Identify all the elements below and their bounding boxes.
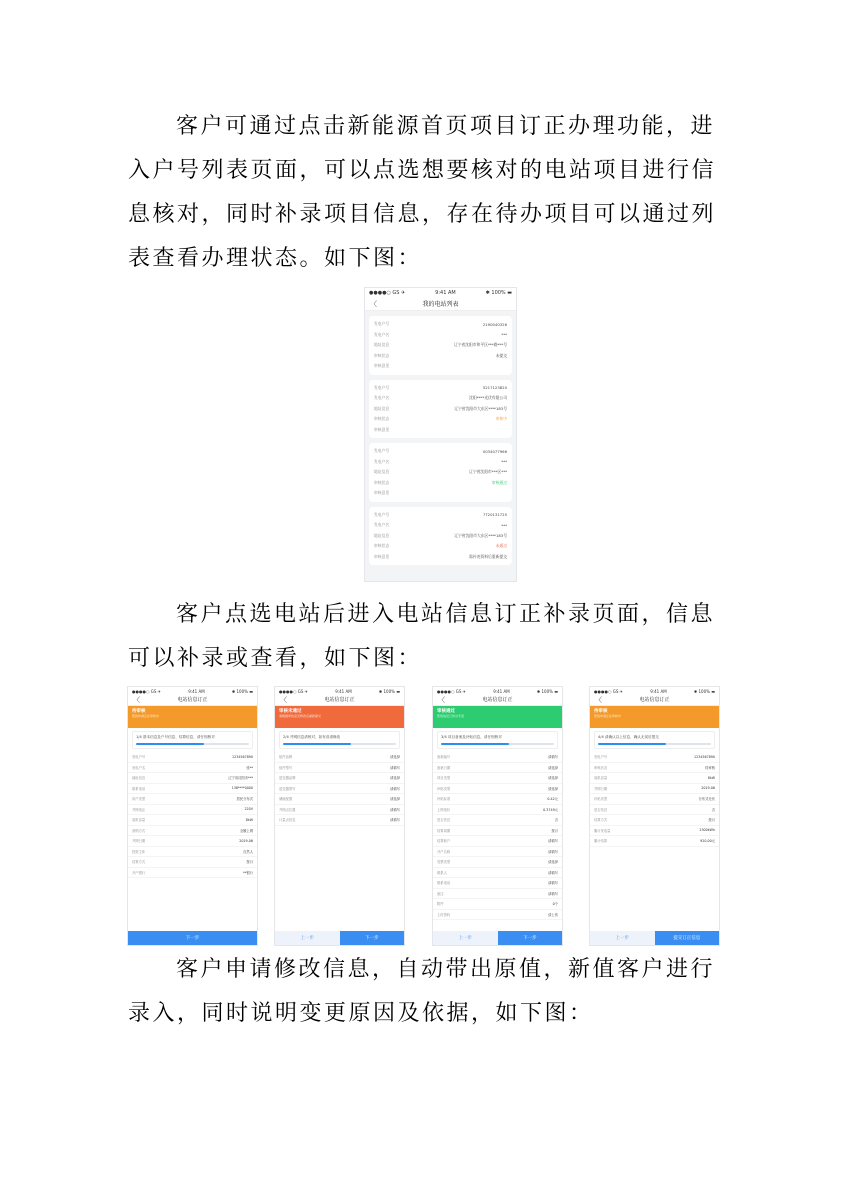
progress-bar (441, 743, 554, 745)
info-label: 发电户名 (374, 395, 390, 401)
form-value: 请选择 (390, 755, 400, 760)
status-time: 9:41 AM (335, 688, 352, 694)
form-value: 张** (246, 765, 253, 770)
form-label: 结算账户 (437, 839, 451, 844)
station-card[interactable] (369, 507, 512, 566)
form-value: 按月 (708, 818, 715, 823)
station-card[interactable] (369, 380, 512, 439)
page-title: 电站信息订正 (177, 697, 208, 703)
info-value: 未通过 (495, 543, 507, 549)
form-label: 地址信息 (132, 776, 146, 781)
info-row (374, 351, 507, 362)
info-value: *** (501, 459, 507, 465)
signal-indicator: ●●●●○ GS ✈ (279, 688, 308, 694)
status-banner (128, 706, 257, 728)
info-value: 需补充资料后重新提交 (469, 553, 507, 559)
footer-buttons (128, 931, 257, 945)
status-bar (590, 687, 719, 695)
next-button[interactable]: 提交订正信息 (655, 931, 720, 945)
form-value: 自然人 (243, 849, 253, 854)
form-value: 请填写 (548, 839, 558, 844)
nav-bar (433, 695, 562, 706)
info-row (374, 457, 507, 468)
info-label: 审核意见 (374, 490, 390, 496)
form-label: 结算方式 (594, 818, 608, 823)
status-time: 9:41 AM (435, 290, 456, 296)
footer-buttons (275, 931, 404, 945)
info-label: 审核意见 (374, 363, 390, 369)
page-title: 电站信息订正 (482, 697, 513, 703)
form-row[interactable] (590, 815, 719, 826)
form-label: 累计发电量 (594, 828, 611, 833)
form-label: 项目类型 (437, 776, 451, 781)
info-row (374, 446, 507, 457)
page-title: 我的电站列表 (422, 301, 459, 308)
paragraph-2: 客户点选电站后进入电站信息订正补录页面，信息可以补录或查看，如下图： (128, 602, 716, 671)
next-button[interactable]: 下一步 (340, 931, 405, 945)
banner-title: 待审核 (132, 709, 146, 714)
form-label: 是否扶贫 (437, 818, 451, 823)
form-row[interactable] (590, 773, 719, 784)
form-row[interactable] (433, 899, 562, 910)
form-label: 联系电话 (437, 881, 451, 886)
info-label: 审核状态 (374, 543, 390, 549)
info-value: 辽宁省沈阳市大东区****183号 (454, 532, 507, 538)
form-row[interactable] (128, 868, 257, 879)
form-row[interactable] (433, 826, 562, 837)
info-value: 0034077966 (482, 448, 507, 454)
info-row (374, 383, 507, 394)
info-label: 审核状态 (374, 416, 390, 422)
form-value: 220V (244, 807, 253, 812)
notice-text: 1/4 基本信息及户号信息、结算信息，请仔细核对 (136, 735, 215, 739)
form-label: 备案编号 (437, 755, 451, 760)
form-label: 逆变器型号 (279, 786, 296, 791)
form-value: 否 (554, 818, 558, 823)
next-button[interactable]: 下一步 (128, 931, 257, 945)
banner-title: 待审核 (594, 709, 608, 714)
form-label: 补贴类型 (437, 786, 451, 791)
form-value: **银行 (243, 870, 253, 875)
footer-buttons (590, 931, 719, 945)
battery-indicator: ✱ 100% ▬ (693, 688, 715, 694)
banner-subtitle: 请根据审核意见修改后重新提交 (279, 714, 322, 718)
footer-buttons (433, 931, 562, 945)
form-label: 是否扶贫 (594, 807, 608, 812)
form-label: 储能配置 (279, 797, 293, 802)
battery-indicator: ✱ 100% ▬ (378, 688, 400, 694)
form-value: 1234567890 (694, 754, 715, 759)
info-row (374, 330, 507, 341)
form-value: 按月 (551, 828, 558, 833)
form-row[interactable] (433, 878, 562, 889)
info-value: 辽宁省沈阳市大东区****183号 (454, 405, 507, 411)
form-label: 联系电话 (132, 786, 146, 791)
signal-indicator: ●●●●○ GS ✈ (369, 290, 406, 296)
correction-screen-4 (589, 686, 720, 946)
info-value: *** (501, 522, 507, 528)
form-row[interactable] (128, 836, 257, 847)
form-label: 发电户号 (132, 755, 146, 760)
form-row[interactable] (433, 857, 562, 868)
info-label: 发电户号 (374, 321, 390, 327)
info-value: 辽宁省沈阳市和平区***路***号 (453, 342, 507, 348)
form-row[interactable] (128, 826, 257, 837)
form-value: 请选择 (390, 776, 400, 781)
form-label: 用户类型 (132, 797, 146, 802)
info-row (374, 361, 507, 372)
nav-bar (365, 298, 516, 311)
prev-button[interactable]: 上一步 (590, 931, 655, 945)
prev-button[interactable]: 上一步 (433, 931, 498, 945)
station-list-screenshot (364, 287, 517, 582)
form-value: 1234567890 (232, 754, 253, 759)
form-row[interactable] (128, 752, 257, 763)
form-label: 逆变器品牌 (279, 776, 296, 781)
form-value: 请选择 (548, 786, 558, 791)
form-value: 请填写 (390, 807, 400, 812)
correction-screen-3 (432, 686, 563, 946)
form-label: 计量点信息 (279, 818, 296, 823)
form-value: 居民分布式 (236, 797, 253, 802)
back-icon[interactable]: 〈 (280, 696, 287, 704)
form-row[interactable] (433, 815, 562, 826)
form-label: 并网日期 (132, 839, 146, 844)
info-label: 地址信息 (374, 405, 390, 411)
form-value: 2019-06 (239, 838, 253, 843)
info-row (374, 510, 507, 521)
form-row[interactable] (433, 868, 562, 879)
form-row[interactable] (128, 784, 257, 795)
prev-button[interactable]: 上一步 (275, 931, 340, 945)
info-value: 审核通过 (491, 479, 507, 485)
form-row[interactable] (590, 794, 719, 805)
form-row[interactable] (433, 836, 562, 847)
form-row[interactable] (590, 836, 719, 847)
form-row[interactable] (275, 805, 404, 816)
form-row[interactable] (433, 889, 562, 900)
form-label: 发电户号 (594, 755, 608, 760)
info-label: 发电户名 (374, 458, 390, 464)
form-label: 装机容量 (132, 818, 146, 823)
form-row[interactable] (433, 784, 562, 795)
station-card-list (365, 316, 516, 565)
form-value: 待审核 (705, 765, 715, 770)
step-notice (437, 731, 558, 749)
form-label: 联系人 (437, 870, 447, 875)
form-row[interactable] (433, 847, 562, 858)
status-banner (590, 706, 719, 728)
form-value: 请填写 (390, 786, 400, 791)
info-row (374, 541, 507, 552)
info-value: 未提交 (495, 352, 507, 358)
nav-bar (590, 695, 719, 706)
form-label: 备案日期 (437, 765, 451, 770)
nav-bar (275, 695, 404, 706)
banner-title: 审核未通过 (279, 709, 302, 714)
info-row (374, 393, 507, 404)
info-row (374, 414, 507, 425)
notice-text: 3/4 项目备案及补贴信息，请仔细核对 (441, 735, 502, 739)
form-row[interactable] (128, 815, 257, 826)
form-label: 结算周期 (437, 828, 451, 833)
form-value: 按月 (246, 860, 253, 865)
progress-bar (283, 743, 396, 745)
form-label: 装机容量 (594, 776, 608, 781)
form-row[interactable] (590, 752, 719, 763)
form-value: 请选择 (548, 765, 558, 770)
info-row (374, 488, 507, 499)
form-label: 开户银行 (132, 870, 146, 875)
battery-indicator: ✱ 100% ▬ (536, 688, 558, 694)
form-value: 分布式光伏 (698, 797, 715, 802)
info-row (374, 425, 507, 436)
banner-subtitle: 您的申请正在审核中 (132, 714, 160, 718)
form-label: 开户名称 (437, 849, 451, 854)
form-label: 组件型号 (279, 765, 293, 770)
info-row (374, 552, 507, 563)
status-time: 9:41 AM (493, 688, 510, 694)
back-icon[interactable]: 〈 (370, 300, 377, 308)
form-row[interactable] (275, 773, 404, 784)
info-value: 沈阳****光伏有限公司 (469, 395, 507, 401)
form-value: 请填写 (548, 849, 558, 854)
form-value: 请选择 (548, 776, 558, 781)
status-bar (275, 687, 404, 695)
nav-bar (128, 695, 257, 706)
form-value: 请填写 (390, 765, 400, 770)
signal-indicator: ●●●●○ GS ✈ (437, 688, 466, 694)
status-time: 9:41 AM (188, 688, 205, 694)
info-label: 审核状态 (374, 479, 390, 485)
form-label: 附件 (437, 902, 444, 907)
step-notice (279, 731, 400, 749)
form-row[interactable] (275, 752, 404, 763)
form-value: 0.3749元 (543, 807, 558, 812)
step-notice (594, 731, 715, 749)
back-icon[interactable]: 〈 (438, 696, 445, 704)
form-row[interactable] (275, 815, 404, 826)
page-title: 电站信息订正 (324, 697, 355, 703)
progress-bar (598, 743, 711, 745)
form-row[interactable] (433, 910, 562, 921)
back-icon[interactable]: 〈 (133, 696, 140, 704)
info-value: 5217123820 (482, 385, 507, 391)
form-row[interactable] (275, 794, 404, 805)
form-value: 920.00元 (700, 839, 715, 844)
info-label: 地址信息 (374, 532, 390, 538)
info-label: 审核意见 (374, 553, 390, 559)
form-label: 投资主体 (132, 849, 146, 854)
banner-subtitle: 您的信息已核对无误 (437, 714, 465, 718)
form-value: 2019-06 (701, 786, 715, 791)
info-label: 发电户名 (374, 331, 390, 337)
status-banner (275, 706, 404, 728)
back-icon[interactable]: 〈 (595, 696, 602, 704)
form-row[interactable] (590, 826, 719, 837)
form-row[interactable] (275, 763, 404, 774)
status-banner (433, 706, 562, 728)
info-row (374, 478, 507, 489)
form-row[interactable] (590, 763, 719, 774)
form-row[interactable] (128, 847, 257, 858)
form-row[interactable] (128, 805, 257, 816)
form-value: 请填写 (548, 870, 558, 875)
banner-subtitle: 您的申请正在审核中 (594, 714, 622, 718)
info-label: 地址信息 (374, 342, 390, 348)
info-label: 地址信息 (374, 469, 390, 475)
form-value: 全额上网 (239, 828, 253, 833)
info-value: 7720131725 (482, 512, 507, 518)
form-row[interactable] (433, 763, 562, 774)
form-label: 发票类型 (437, 860, 451, 865)
form-value: 请上传 (548, 912, 558, 917)
notice-text: 4/4 请确认以上信息，确认无误后提交 (598, 735, 659, 739)
info-row (374, 340, 507, 351)
info-label: 审核意见 (374, 426, 390, 432)
status-time: 9:41 AM (650, 688, 667, 694)
form-value: 辽宁省沈阳市*** (228, 776, 253, 781)
form-label: 审核状态 (594, 765, 608, 770)
form-value: 2300kWh (699, 828, 715, 833)
form-value: 8kW (245, 817, 253, 822)
form-label: 累计结算 (594, 839, 608, 844)
signal-indicator: ●●●●○ GS ✈ (594, 688, 623, 694)
info-value: 审核中 (495, 416, 507, 422)
form-row[interactable] (128, 857, 257, 868)
form-value: 否 (711, 807, 715, 812)
form-row[interactable] (590, 784, 719, 795)
station-card[interactable] (369, 443, 512, 502)
form-value: 8kW (707, 775, 715, 780)
info-label: 发电户名 (374, 522, 390, 528)
form-label: 备注 (437, 891, 444, 896)
info-label: 发电户号 (374, 384, 390, 390)
form-row[interactable] (590, 805, 719, 816)
form-row[interactable] (433, 794, 562, 805)
form-label: 并网电压 (132, 807, 146, 812)
paragraph-1: 客户可通过点击新能源首页项目订正办理功能，进入户号列表页面，可以点选想要核对的电站项目进行信息核对，同时补录项目信息，存在待办项目可以通过列表查看办理状态。如下图： (128, 114, 717, 271)
form-label: 补贴标准 (437, 797, 451, 802)
form-value: 138****0000 (231, 786, 253, 791)
info-row (374, 404, 507, 415)
info-row (374, 319, 507, 330)
banner-title: 审核通过 (437, 709, 455, 714)
form-value: 0个 (552, 902, 558, 907)
paragraph-3: 客户申请修改信息，自动带出原值，新值客户进行录入，同时说明变更原因及依据，如下图： (128, 957, 716, 1026)
info-value: 2190040326 (482, 321, 507, 327)
correction-screen-1 (127, 686, 258, 946)
signal-indicator: ●●●●○ GS ✈ (132, 688, 161, 694)
progress-bar (136, 743, 249, 745)
status-bar (365, 288, 516, 298)
form-label: 结算方式 (132, 860, 146, 865)
form-row[interactable] (433, 773, 562, 784)
status-bar (433, 687, 562, 695)
form-row[interactable] (275, 784, 404, 795)
form-row[interactable] (128, 763, 257, 774)
status-bar (128, 687, 257, 695)
correction-screen-2 (274, 686, 405, 946)
info-value: 辽宁省沈阳市***区*** (469, 469, 507, 475)
info-row (374, 531, 507, 542)
form-label: 补贴类型 (594, 797, 608, 802)
step-notice (132, 731, 253, 749)
form-value: 请选择 (548, 860, 558, 865)
station-card[interactable] (369, 316, 512, 375)
form-value: 请填写 (548, 755, 558, 760)
form-label: 并网点位置 (279, 807, 296, 812)
form-label: 上网电价 (437, 807, 451, 812)
form-label: 消纳方式 (132, 828, 146, 833)
info-row (374, 467, 507, 478)
info-value: *** (501, 332, 507, 338)
form-label: 上传资料 (437, 912, 451, 917)
form-value: 请填写 (390, 818, 400, 823)
form-row[interactable] (128, 773, 257, 784)
notice-text: 2/4 并网信息请核对，如有误请修改 (283, 735, 341, 739)
form-value: 请填写 (548, 891, 558, 896)
form-label: 组件品牌 (279, 755, 293, 760)
page-title: 电站信息订正 (639, 697, 670, 703)
info-label: 发电户号 (374, 511, 390, 517)
form-row[interactable] (433, 805, 562, 816)
info-label: 发电户号 (374, 448, 390, 454)
form-label: 发电户名 (132, 765, 146, 770)
info-row (374, 520, 507, 531)
form-row[interactable] (433, 752, 562, 763)
form-value: 请选择 (390, 797, 400, 802)
battery-indicator: ✱ 100% ▬ (231, 688, 253, 694)
form-value: 请填写 (548, 881, 558, 886)
battery-indicator: ✱ 100% ▬ (485, 290, 512, 296)
form-row[interactable] (128, 794, 257, 805)
form-label: 并网日期 (594, 786, 608, 791)
form-value: 0.42元 (547, 797, 558, 802)
next-button[interactable]: 下一步 (498, 931, 563, 945)
info-label: 审核状态 (374, 352, 390, 358)
